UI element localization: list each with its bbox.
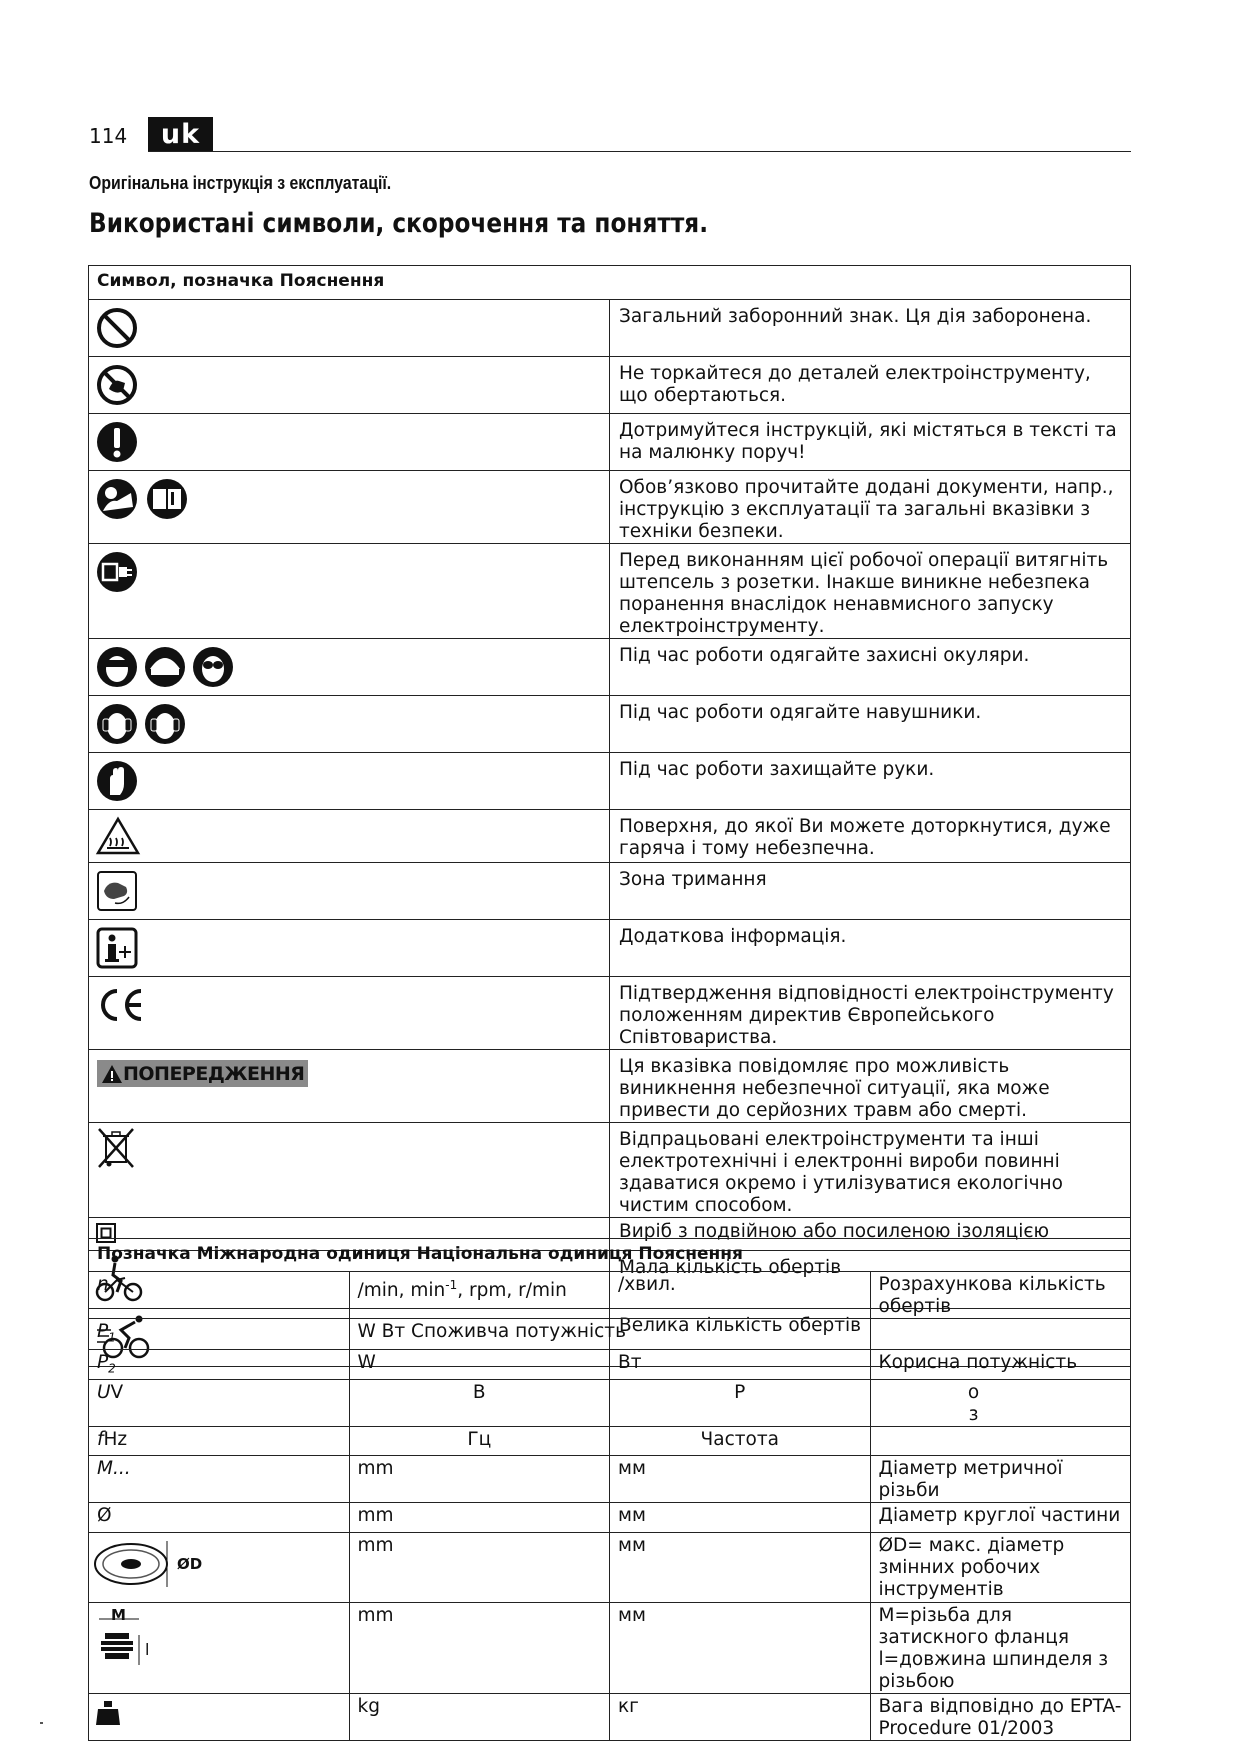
ce-mark-icon <box>95 983 145 1033</box>
unplug-icon <box>95 550 139 600</box>
row-text: Під час роботи захищайте руки. <box>610 753 1131 810</box>
row-text: Поверхня, до якої Ви можете доторкнутися, дуже гаряча і тому небезпечна. <box>610 810 1131 863</box>
unit-explanation: Розрахункова кількість обертів <box>870 1272 1131 1319</box>
unit-symbol <box>89 1694 350 1741</box>
row-text: Обов’язково прочитайте додані документи, напр., інструкцію з експлуатації та загальні вказівки з техніки безпеки. <box>610 471 1131 544</box>
gloves-icon <box>95 759 139 809</box>
table-row <box>89 1427 1131 1456</box>
document-subtitle: Оригінальна інструкція з експлуатації. <box>89 173 392 193</box>
symbols-table <box>88 265 1131 1367</box>
safety-glasses-icon <box>95 645 235 695</box>
unit-symbol: UV <box>89 1380 350 1427</box>
unit-explanation <box>870 1319 1131 1350</box>
row-text: Підтвердження відповідності електроінструменту положенням директив Європейського Співтовариства. <box>610 977 1131 1050</box>
table-row <box>89 414 1131 471</box>
units-table <box>88 1238 1131 1741</box>
disc-diameter-icon: ØD <box>93 1539 202 1589</box>
row-text: Дотримуйтеся інструкцій, які містяться в тексті та на малюнку поруч! <box>610 414 1131 471</box>
national-unit: кг <box>610 1694 871 1741</box>
table-row <box>89 1456 1131 1503</box>
intl-unit: mm <box>349 1603 610 1694</box>
row-text: Під час роботи одягайте захисні окуляри. <box>610 639 1131 696</box>
info-icon <box>95 926 139 976</box>
table-row <box>89 1380 1131 1427</box>
table-row <box>89 1349 1131 1380</box>
symbols-table-header: Символ, позначка Пояснення <box>89 266 1131 300</box>
table-row <box>89 1603 1131 1694</box>
table-row <box>89 696 1131 753</box>
table-row <box>89 357 1131 414</box>
table-row <box>89 920 1131 977</box>
no-touch-rotating-icon <box>95 363 139 413</box>
row-text: Ця вказівка повідомляє про можливість виникнення небезпечної ситуації, яка може привести до серйозних травм або смерті. <box>610 1050 1131 1123</box>
table-row <box>89 1503 1131 1533</box>
unit-symbol <box>89 1533 350 1603</box>
unit-explanation: ØD= макс. діаметр змінних робочих інструментів <box>870 1533 1131 1603</box>
table-row <box>89 1533 1131 1603</box>
language-badge: uk <box>148 117 213 152</box>
crossed-bin-icon <box>95 1126 137 1176</box>
national-unit: Вт <box>610 1349 871 1380</box>
unit-symbol: $P_2$ <box>89 1349 350 1380</box>
exclamation-icon <box>95 420 139 470</box>
row-text: Відпрацьовані електроінструменти та інші електротехнічні і електронні вироби повинні здаватися окремо і утилізуватися екологічно чистим способом. <box>610 1123 1131 1218</box>
unit-symbol: $P_1$ <box>89 1319 350 1350</box>
row-text: Загальний заборонний знак. Ця дія заборонена. <box>610 300 1131 357</box>
read-manual-icon <box>95 477 191 527</box>
table-row <box>89 544 1131 639</box>
row-text: Не торкайтеся до деталей електроінструменту, що обертаються. <box>610 357 1131 414</box>
unit-explanation: Вага відповідно до EPTA-Procedure 01/2003 <box>870 1694 1131 1741</box>
unit-symbol: M... <box>89 1456 350 1503</box>
header-rule <box>148 151 1131 152</box>
intl-unit: mm <box>349 1456 610 1503</box>
unit-explanation: оз <box>870 1380 1131 1427</box>
table-row <box>89 810 1131 863</box>
spindle-thread-icon: M l <box>93 1607 163 1671</box>
table-row <box>89 1123 1131 1218</box>
grip-area-icon <box>95 869 139 919</box>
table-row <box>89 1272 1131 1319</box>
national-unit: мм <box>610 1533 871 1603</box>
intl-unit: mm <box>349 1533 610 1603</box>
table-row <box>89 471 1131 544</box>
table-row <box>89 639 1131 696</box>
units-table-header: Позначка Міжнародна одиниця Національна одиниця Пояснення <box>89 1239 1131 1272</box>
table-row <box>89 977 1131 1050</box>
row-text: Мала кількість обертів <box>610 1251 1131 1309</box>
row-text: Виріб з подвійною або посиленою ізоляцією <box>610 1218 1131 1251</box>
intl-unit: В <box>349 1380 610 1427</box>
page-number: 114 <box>89 124 128 148</box>
intl-unit: kg <box>349 1694 610 1741</box>
row-text: Перед виконанням цієї робочої операції витягніть штепсель з розетки. Інакше виникне небезпека поранення внаслідок ненавмисного запуску електроінструменту. <box>610 544 1131 639</box>
scan-mark <box>40 1722 43 1724</box>
hot-surface-icon <box>95 816 141 862</box>
national-unit: мм <box>610 1603 871 1694</box>
national-unit: /хвил. <box>610 1272 871 1319</box>
table-row <box>89 1319 1131 1350</box>
page-title: Використані символи, скорочення та поняття. <box>89 208 709 239</box>
intl-unit: W Вт Споживча потужність <box>349 1319 870 1350</box>
warning-sign <box>97 1060 308 1087</box>
row-text: Зона тримання <box>610 863 1131 920</box>
table-row <box>89 863 1131 920</box>
intl-unit: /min, $\min^{-1}$, rpm, r/min <box>349 1272 610 1319</box>
table-header-row <box>89 266 1131 300</box>
table-row <box>89 300 1131 357</box>
national-unit: Частота <box>610 1427 871 1456</box>
national-unit: Р <box>610 1380 871 1427</box>
table-header-row <box>89 1239 1131 1272</box>
unit-explanation: M=різьба для затискного фланця l=довжина шпинделя з різьбою <box>870 1603 1131 1694</box>
unit-symbol: Ø <box>89 1503 350 1533</box>
row-text: Велика кількість обертів <box>610 1309 1131 1367</box>
prohibition-icon <box>95 306 139 356</box>
row-text: Додаткова інформація. <box>610 920 1131 977</box>
unit-explanation: Корисна потужність <box>870 1349 1131 1380</box>
table-row <box>89 753 1131 810</box>
ear-protection-icon <box>95 702 191 752</box>
national-unit: мм <box>610 1503 871 1533</box>
unit-symbol <box>89 1603 350 1694</box>
warning-label: ПОПЕРЕДЖЕННЯ <box>123 1062 305 1085</box>
row-text: Під час роботи одягайте навушники. <box>610 696 1131 753</box>
weight-icon <box>95 1710 121 1731</box>
unit-explanation <box>870 1427 1131 1456</box>
unit-symbol: n <box>89 1272 350 1319</box>
national-unit: мм <box>610 1456 871 1503</box>
intl-unit: W <box>349 1349 610 1380</box>
warning-triangle-icon <box>101 1064 123 1084</box>
unit-explanation: Діаметр круглої частини <box>870 1503 1131 1533</box>
intl-unit: Гц <box>349 1427 610 1456</box>
table-row <box>89 1694 1131 1741</box>
intl-unit: mm <box>349 1503 610 1533</box>
unit-symbol: fHz <box>89 1427 350 1456</box>
unit-explanation: Діаметр метричної різьби <box>870 1456 1131 1503</box>
table-row <box>89 1050 1131 1123</box>
